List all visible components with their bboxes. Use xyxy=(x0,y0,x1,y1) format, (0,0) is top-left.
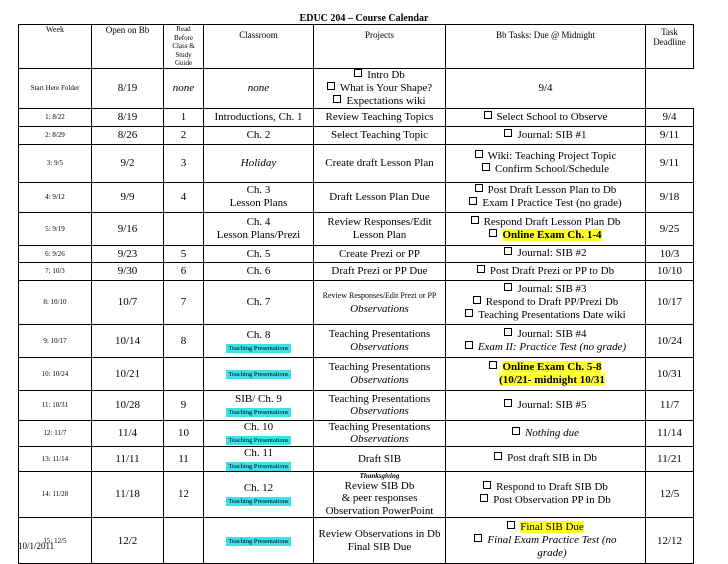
task-text: Post Observation PP in Db xyxy=(493,494,611,507)
header-read: Read Before Class & Study Guide xyxy=(164,25,204,69)
projects-cell xyxy=(314,108,446,126)
task-item xyxy=(448,197,643,210)
read-cell: 5 xyxy=(164,245,204,262)
table-row xyxy=(19,68,694,108)
header-week: Week xyxy=(19,25,92,69)
task-item xyxy=(448,150,643,163)
deadline-cell: 9/25 xyxy=(646,212,694,245)
course-calendar-table xyxy=(18,24,694,564)
teaching-presentations-tag: Teaching Presentations xyxy=(228,437,289,444)
classroom-cell xyxy=(204,245,314,262)
classroom-text: Introductions, Ch. 1 xyxy=(214,111,303,123)
open-on-bb-cell: 8/19 xyxy=(92,68,164,108)
table-row xyxy=(19,471,694,518)
task-text: Post Draft Prezi or PP to Db xyxy=(489,264,615,277)
task-item xyxy=(316,69,443,82)
task-item xyxy=(448,111,643,124)
tasks-cell xyxy=(446,390,646,420)
tasks-cell xyxy=(446,518,646,564)
open-on-bb-cell: 9/16 xyxy=(92,212,164,245)
task-item xyxy=(448,481,643,494)
classroom-text: Ch. 5 xyxy=(246,247,271,260)
tasks-cell xyxy=(446,357,646,390)
classroom-cell xyxy=(204,182,314,212)
task-text: Respond to Draft SIB Db xyxy=(496,481,608,494)
task-text: Exam II: Practice Test (no grade) xyxy=(477,340,627,353)
classroom-cell xyxy=(204,144,314,182)
projects-text: & peer responses xyxy=(341,492,418,504)
week-cell: 11: 10/31 xyxy=(19,390,92,420)
week-cell: 13: 11/14 xyxy=(19,446,92,471)
table-row xyxy=(19,446,694,471)
task-text: Journal: SIB #4 xyxy=(517,327,587,340)
task-text: Final SIB Due xyxy=(520,521,584,533)
deadline-cell: 9/11 xyxy=(646,144,694,182)
classroom-cell xyxy=(204,108,314,126)
task-text: Nothing due xyxy=(524,426,580,439)
checkbox-icon xyxy=(489,229,497,237)
task-text: Online Exam Ch. 5-8 xyxy=(502,360,602,373)
projects-text: Draft Prezi or PP Due xyxy=(331,265,428,277)
task-item xyxy=(448,309,643,322)
deadline-cell: 9/4 xyxy=(646,108,694,126)
read-cell: 7 xyxy=(164,280,204,324)
header-open-on-bb: Open on Bb xyxy=(92,25,164,69)
projects-text: Draft Lesson Plan Due xyxy=(329,191,430,203)
checkbox-icon xyxy=(477,265,485,273)
checkbox-icon xyxy=(465,341,473,349)
task-text: (10/21- midnight 10/31 xyxy=(499,373,605,386)
deadline-cell: 10/31 xyxy=(646,357,694,390)
open-on-bb-cell: 8/26 xyxy=(92,126,164,144)
read-cell: 6 xyxy=(164,262,204,280)
read-cell: 8 xyxy=(164,324,204,357)
classroom-text: Ch. 11 xyxy=(244,446,273,459)
classroom-cell xyxy=(204,420,314,446)
open-on-bb-cell: 12/2 xyxy=(92,518,164,564)
teaching-presentations-tag: Teaching Presentations xyxy=(228,538,289,545)
task-item xyxy=(316,82,443,95)
week-cell: 9: 10/17 xyxy=(19,324,92,357)
projects-text: Teaching Presentations xyxy=(328,420,431,433)
tasks-cell xyxy=(446,420,646,446)
task-item xyxy=(448,247,643,260)
week-cell: 1: 8/22 xyxy=(19,108,92,126)
teaching-presentations-tag: Teaching Presentations xyxy=(228,371,289,378)
projects-text: Review Responses/Edit Prezi or PP xyxy=(322,291,437,300)
task-item xyxy=(448,341,643,354)
task-item xyxy=(448,129,643,142)
projects-text: none xyxy=(247,82,270,94)
open-on-bb-cell: 9/9 xyxy=(92,182,164,212)
projects-text: Teaching Presentations xyxy=(328,361,431,373)
tasks-cell xyxy=(446,126,646,144)
read-cell: 3 xyxy=(164,144,204,182)
task-item xyxy=(448,216,643,229)
tasks-cell xyxy=(446,446,646,471)
week-cell: 6: 9/26 xyxy=(19,245,92,262)
task-item xyxy=(448,521,643,534)
table-row xyxy=(19,280,694,324)
projects-text: Draft SIB xyxy=(357,452,402,465)
projects-cell xyxy=(314,280,446,324)
projects-text: Teaching Presentations xyxy=(328,328,431,340)
projects-text: Review Observations in Db xyxy=(318,528,441,540)
checkbox-icon xyxy=(504,399,512,407)
projects-cell xyxy=(314,518,446,564)
task-item xyxy=(448,361,643,374)
open-on-bb-cell: 10/28 xyxy=(92,390,164,420)
checkbox-icon xyxy=(354,69,362,77)
tasks-cell xyxy=(446,324,646,357)
classroom-text: SIB/ Ch. 9 xyxy=(235,393,282,405)
classroom-text: Ch. 10 xyxy=(243,421,274,433)
projects-text: Review SIB Db xyxy=(344,479,415,492)
task-text: Expectations wiki xyxy=(346,94,426,107)
teaching-presentations-tag: Teaching Presentations xyxy=(228,462,289,470)
week-cell: 4: 9/12 xyxy=(19,182,92,212)
deadline-cell: 9/11 xyxy=(646,126,694,144)
checkbox-icon xyxy=(475,150,483,158)
open-on-bb-cell: 8/19 xyxy=(92,108,164,126)
classroom-cell xyxy=(204,471,314,518)
checkbox-icon xyxy=(469,197,477,205)
classroom-text: none xyxy=(172,82,195,94)
open-on-bb-cell: 10/21 xyxy=(92,357,164,390)
projects-cell xyxy=(314,182,446,212)
tasks-cell xyxy=(446,245,646,262)
header-projects: Projects xyxy=(314,25,446,69)
projects-cell xyxy=(314,262,446,280)
task-text: Post Draft Lesson Plan to Db xyxy=(487,184,617,196)
projects-cell xyxy=(314,245,446,262)
table-row xyxy=(19,126,694,144)
checkbox-icon xyxy=(484,111,492,119)
projects-cell xyxy=(314,471,446,518)
classroom-text: Ch. 4 xyxy=(246,215,271,228)
open-on-bb-cell: 9/23 xyxy=(92,245,164,262)
deadline-cell: 12/5 xyxy=(646,471,694,518)
projects-cell xyxy=(314,324,446,357)
task-text: Final Exam Practice Test (no xyxy=(487,534,617,546)
page-title: EDUC 204 – Course Calendar xyxy=(299,13,429,24)
classroom-text: Ch. 6 xyxy=(246,265,271,277)
classroom-text: Ch. 3 xyxy=(246,184,271,196)
classroom-cell xyxy=(204,262,314,280)
header-row xyxy=(19,25,694,69)
open-on-bb-cell: 9/30 xyxy=(92,262,164,280)
task-item xyxy=(448,229,643,242)
classroom-text: Lesson Plans xyxy=(229,197,288,209)
read-cell: 2 xyxy=(164,126,204,144)
table-row xyxy=(19,144,694,182)
checkbox-icon xyxy=(474,534,482,542)
projects-text: Observations xyxy=(350,433,409,445)
classroom-text: Ch. 8 xyxy=(246,328,271,341)
projects-text: Observations xyxy=(350,302,409,315)
task-text: Confirm School/Schedule xyxy=(495,163,609,175)
checkbox-icon xyxy=(494,452,502,460)
checkbox-icon xyxy=(471,216,479,224)
deadline-cell: 10/3 xyxy=(646,245,694,262)
week-cell: 2: 8/29 xyxy=(19,126,92,144)
task-text: Respond to Draft PP/Prezi Db xyxy=(485,295,619,308)
tasks-cell xyxy=(446,262,646,280)
open-on-bb-cell: 11/11 xyxy=(92,446,164,471)
projects-text: Observations xyxy=(350,373,409,386)
read-cell: 11 xyxy=(164,446,204,471)
open-on-bb-cell: 11/4 xyxy=(92,420,164,446)
classroom-cell xyxy=(204,518,314,564)
classroom-cell xyxy=(204,357,314,390)
projects-cell xyxy=(314,357,446,390)
task-item xyxy=(448,547,643,560)
projects-text: Create draft Lesson Plan xyxy=(325,157,434,169)
task-item xyxy=(448,296,643,309)
header-classroom: Classroom xyxy=(204,25,314,69)
tasks-cell xyxy=(314,68,446,108)
classroom-cell xyxy=(204,212,314,245)
projects-text: Review Teaching Topics xyxy=(325,111,434,123)
open-on-bb-cell: 11/18 xyxy=(92,471,164,518)
task-item xyxy=(448,534,643,547)
task-item xyxy=(448,265,643,278)
task-item xyxy=(448,427,643,440)
tasks-cell xyxy=(446,108,646,126)
task-text: Respond Draft Lesson Plan Db xyxy=(483,215,621,228)
projects-text: Review Responses/Edit xyxy=(327,216,432,228)
task-item xyxy=(448,374,643,387)
week-cell: 14: 11/28 xyxy=(19,471,92,518)
week-cell: Start Here Folder xyxy=(19,68,92,108)
classroom-cell xyxy=(204,324,314,357)
table-row xyxy=(19,212,694,245)
classroom-cell xyxy=(164,68,204,108)
deadline-cell: 9/4 xyxy=(446,68,646,108)
task-text: Teaching Presentations Date wiki xyxy=(478,308,626,321)
checkbox-icon xyxy=(504,247,512,255)
open-on-bb-cell: 10/7 xyxy=(92,280,164,324)
classroom-text: Ch. 2 xyxy=(246,129,271,141)
deadline-cell: 12/12 xyxy=(646,518,694,564)
tasks-cell xyxy=(446,280,646,324)
deadline-cell: 9/18 xyxy=(646,182,694,212)
teaching-presentations-tag: Teaching Presentations xyxy=(228,498,289,506)
read-cell xyxy=(164,357,204,390)
task-item xyxy=(448,328,643,341)
checkbox-icon xyxy=(333,95,341,103)
checkbox-icon xyxy=(504,328,512,336)
tasks-cell xyxy=(446,144,646,182)
read-cell: 10 xyxy=(164,420,204,446)
classroom-text: Holiday xyxy=(240,157,277,169)
read-cell xyxy=(164,212,204,245)
teaching-presentations-tag: Teaching Presentations xyxy=(228,409,289,416)
task-text: Journal: SIB #2 xyxy=(517,247,587,259)
table-row xyxy=(19,108,694,126)
projects-cell xyxy=(314,420,446,446)
projects-cell xyxy=(314,126,446,144)
task-text: grade) xyxy=(537,547,567,559)
week-cell: 5: 9/19 xyxy=(19,212,92,245)
read-cell: 1 xyxy=(164,108,204,126)
open-on-bb-cell: 9/2 xyxy=(92,144,164,182)
projects-text: Observations xyxy=(350,405,409,417)
read-cell: 4 xyxy=(164,182,204,212)
table-row xyxy=(19,420,694,446)
task-text: Online Exam Ch. 1-4 xyxy=(502,228,602,241)
checkbox-icon xyxy=(480,494,488,502)
task-item xyxy=(448,283,643,296)
task-text: Intro Db xyxy=(367,68,405,81)
projects-cell xyxy=(314,446,446,471)
projects-text: Final SIB Due xyxy=(347,540,412,553)
checkbox-icon xyxy=(465,309,473,317)
checkbox-icon xyxy=(489,361,497,369)
deadline-cell: 10/17 xyxy=(646,280,694,324)
task-text: Post draft SIB in Db xyxy=(507,452,597,464)
task-text: Journal: SIB #3 xyxy=(517,282,587,295)
deadline-cell: 10/24 xyxy=(646,324,694,357)
footer-date: 10/1/2011 xyxy=(18,541,55,551)
checkbox-icon xyxy=(482,163,490,171)
classroom-cell xyxy=(204,390,314,420)
checkbox-icon xyxy=(473,296,481,304)
week-cell: 15: 12/5 xyxy=(19,518,92,564)
projects-text: Create Prezi or PP xyxy=(339,247,420,260)
deadline-cell: 10/10 xyxy=(646,262,694,280)
classroom-cell xyxy=(204,280,314,324)
header-deadline: Task Deadline xyxy=(646,25,694,69)
classroom-cell xyxy=(204,126,314,144)
checkbox-icon xyxy=(327,82,335,90)
task-item xyxy=(316,95,443,108)
open-on-bb-cell: 10/14 xyxy=(92,324,164,357)
classroom-cell xyxy=(204,446,314,471)
task-item xyxy=(448,163,643,176)
task-item xyxy=(448,494,643,507)
week-cell: 3: 9/5 xyxy=(19,144,92,182)
week-cell: 10: 10/24 xyxy=(19,357,92,390)
projects-cell xyxy=(204,68,314,108)
tasks-cell xyxy=(446,471,646,518)
table-row xyxy=(19,262,694,280)
projects-cell xyxy=(314,390,446,420)
projects-text: Lesson Plan xyxy=(352,228,407,241)
task-item xyxy=(448,184,643,197)
table-row xyxy=(19,324,694,357)
classroom-text: Lesson Plans/Prezi xyxy=(216,228,301,241)
deadline-cell: 11/7 xyxy=(646,390,694,420)
thanksgiving-note: Thanksgiving xyxy=(359,471,400,480)
table-row xyxy=(19,357,694,390)
task-text: Select School to Observe xyxy=(496,110,608,123)
table-row xyxy=(19,518,694,564)
read-cell: 12 xyxy=(164,471,204,518)
checkbox-icon xyxy=(507,521,515,529)
classroom-text: Ch. 7 xyxy=(246,296,271,308)
week-cell: 7: 10/3 xyxy=(19,262,92,280)
projects-cell xyxy=(314,144,446,182)
header-tasks: Bb Tasks: Due @ Midnight xyxy=(446,25,646,69)
task-text: What is Your Shape? xyxy=(339,81,433,94)
task-item xyxy=(448,452,643,465)
read-cell: 9 xyxy=(164,390,204,420)
week-cell: 12: 11/7 xyxy=(19,420,92,446)
classroom-text: Ch. 12 xyxy=(243,482,274,495)
task-text: Journal: SIB #1 xyxy=(517,128,587,141)
tasks-cell xyxy=(446,212,646,245)
deadline-cell: 11/14 xyxy=(646,420,694,446)
checkbox-icon xyxy=(504,283,512,291)
projects-text: Observations xyxy=(350,340,409,353)
checkbox-icon xyxy=(512,427,520,435)
table-row xyxy=(19,245,694,262)
projects-text: Observation PowerPoint xyxy=(325,504,434,517)
projects-cell xyxy=(314,212,446,245)
projects-text: Select Teaching Topic xyxy=(330,129,429,141)
task-text: Journal: SIB #5 xyxy=(517,398,587,411)
checkbox-icon xyxy=(475,184,483,192)
deadline-cell: 11/21 xyxy=(646,446,694,471)
tasks-cell xyxy=(446,182,646,212)
projects-text: Teaching Presentations xyxy=(328,392,431,405)
read-cell xyxy=(164,518,204,564)
task-text: Exam I Practice Test (no grade) xyxy=(482,197,622,209)
task-text: Wiki: Teaching Project Topic xyxy=(487,150,617,162)
checkbox-icon xyxy=(483,481,491,489)
teaching-presentations-tag: Teaching Presentations xyxy=(228,344,289,352)
week-cell: 8: 10/10 xyxy=(19,280,92,324)
table-row xyxy=(19,390,694,420)
task-item xyxy=(448,399,643,412)
table-row xyxy=(19,182,694,212)
checkbox-icon xyxy=(504,129,512,137)
